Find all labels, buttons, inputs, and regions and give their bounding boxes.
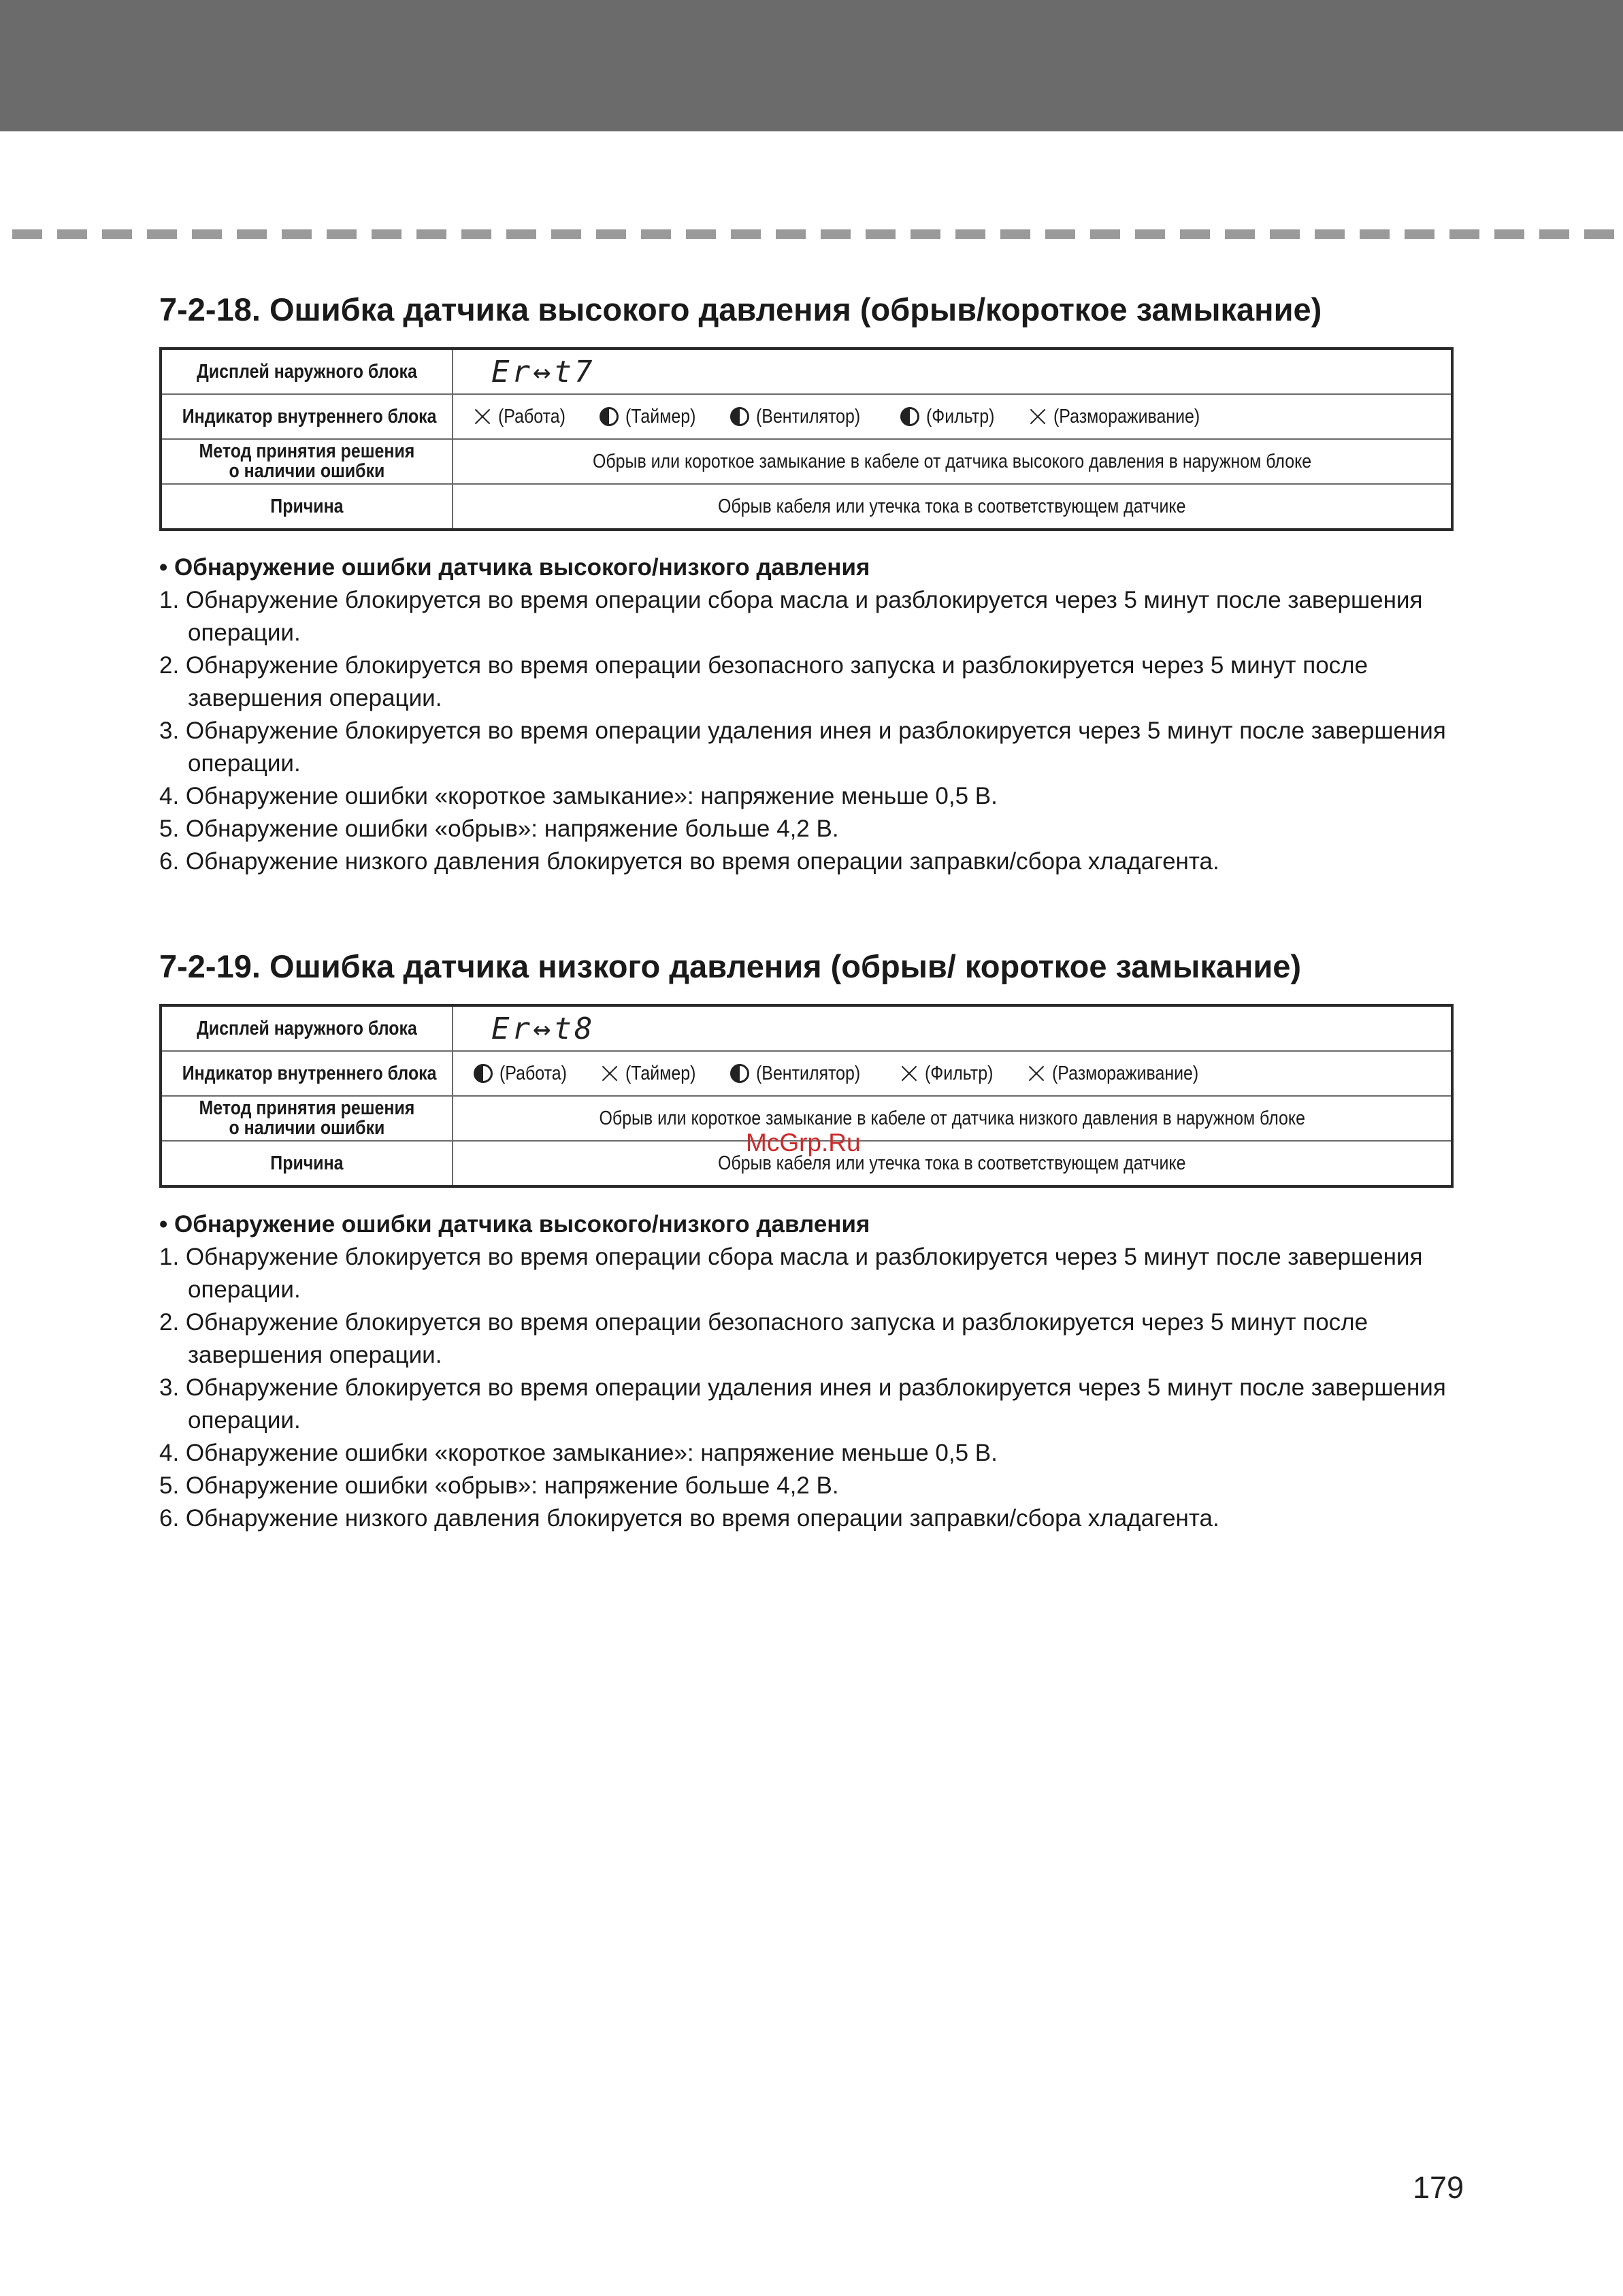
display-label: Дисплей наружного блока [181, 349, 432, 394]
list-item: 2. Обнаружение блокируется во время операции безопасного запуска и разблокируется через 5 минут после завершения операции. [159, 652, 1368, 711]
notes-list [159, 1241, 1452, 1535]
error-table [159, 347, 1454, 531]
list-item: 1. Обнаружение блокируется во время операции сбора масла и разблокируется через 5 минут после завершения операции. [159, 587, 1423, 646]
cause-label: Причина [181, 1141, 432, 1186]
notes-block [159, 551, 1452, 878]
indicator-item: (Таймер) [601, 1063, 707, 1085]
list-item: 4. Обнаружение ошибки «короткое замыкание»: напряжение меньше 0,5 В. [159, 783, 998, 809]
indicator-item: (Работа) [474, 406, 576, 428]
cause-label: Причина [181, 484, 432, 530]
list-item: 4. Обнаружение ошибки «короткое замыкание»: напряжение меньше 0,5 В. [159, 1440, 998, 1466]
half-circle-icon [600, 407, 619, 426]
x-icon [1028, 1065, 1045, 1082]
indicator-item: (Вентилятор) [730, 1063, 877, 1085]
x-icon [1029, 408, 1047, 425]
method-label: Метод принятия решения о наличии ошибки [181, 439, 432, 484]
list-item: 6. Обнаружение низкого давления блокируется во время операции заправки/сбора хладагента. [159, 848, 1219, 875]
half-circle-icon [730, 1064, 749, 1083]
notes-heading: • Обнаружение ошибки датчика высокого/низкого давления [159, 554, 870, 581]
notes-block [159, 1208, 1452, 1535]
indicator-item: (Работа) [474, 1063, 578, 1085]
dashed-divider [12, 229, 1620, 239]
cause-value: Обрыв кабеля или утечка тока в соответствующем датчике [718, 1152, 1186, 1174]
list-item: 6. Обнаружение низкого давления блокируется во время операции заправки/сбора хладагента. [159, 1505, 1219, 1532]
list-item: 5. Обнаружение ошибки «обрыв»: напряжение больше 4,2 В. [159, 1472, 839, 1499]
list-item: 3. Обнаружение блокируется во время операции удаления инея и разблокируется через 5 минут после завершения операции. [159, 1374, 1446, 1434]
table-row-display [161, 349, 1452, 394]
half-circle-icon [900, 407, 919, 426]
indicator-item: (Фильтр) [900, 406, 1006, 428]
indicator-item: (Размораживание) [1028, 1063, 1222, 1085]
indicator-label: Индикатор внутреннего блока [181, 1051, 432, 1096]
display-label: Дисплей наружного блока [181, 1005, 432, 1051]
x-icon [601, 1065, 619, 1082]
indicator-list [453, 406, 1451, 428]
section-title: 7-2-18. Ошибка датчика высокого давления (обрыв/короткое замыкание) [159, 291, 1322, 327]
x-icon [900, 1065, 918, 1082]
table-row-cause [161, 484, 1452, 530]
notes-list [159, 584, 1452, 878]
indicator-item: (Размораживание) [1029, 406, 1224, 428]
method-value: Обрыв или короткое замыкание в кабеле от датчика низкого давления в наружном блоке [599, 1107, 1305, 1129]
page-number: 179 [1413, 2170, 1464, 2205]
table-row-method [161, 439, 1452, 484]
method-value: Обрыв или короткое замыкание в кабеле от датчика высокого давления в наружном блоке [592, 450, 1312, 472]
watermark: McGrp.Ru [746, 1129, 861, 1157]
list-item: 3. Обнаружение блокируется во время операции удаления инея и разблокируется через 5 минут после завершения операции. [159, 717, 1446, 777]
section-low-pressure [159, 943, 1452, 1535]
indicator-list [453, 1063, 1451, 1085]
table-row-indicator [161, 1051, 1452, 1096]
half-circle-icon [730, 407, 749, 426]
table-row-display [161, 1005, 1452, 1051]
section-high-pressure [159, 286, 1452, 878]
half-circle-icon [474, 1064, 493, 1083]
header-bar [0, 0, 1623, 131]
list-item: 2. Обнаружение блокируется во время операции безопасного запуска и разблокируется через 5 минут после завершения операции. [159, 1309, 1368, 1368]
display-code: Er↔t8 [491, 1011, 595, 1046]
table-row-indicator [161, 394, 1452, 439]
list-item: 1. Обнаружение блокируется во время операции сбора масла и разблокируется через 5 минут после завершения операции. [159, 1244, 1423, 1303]
method-label: Метод принятия решения о наличии ошибки [181, 1096, 432, 1141]
indicator-item: (Вентилятор) [730, 406, 877, 428]
notes-heading: • Обнаружение ошибки датчика высокого/низкого давления [159, 1211, 870, 1238]
indicator-item: (Фильтр) [900, 1063, 1004, 1085]
section-title: 7-2-19. Ошибка датчика низкого давления (обрыв/ короткое замыкание) [159, 948, 1302, 984]
list-item: 5. Обнаружение ошибки «обрыв»: напряжение больше 4,2 В. [159, 815, 839, 842]
error-table [159, 1004, 1454, 1188]
indicator-label: Индикатор внутреннего блока [181, 394, 432, 439]
x-icon [474, 408, 491, 425]
indicator-item: (Таймер) [600, 406, 707, 428]
cause-value: Обрыв кабеля или утечка тока в соответствующем датчике [718, 495, 1186, 517]
display-code: Er↔t7 [491, 354, 595, 389]
